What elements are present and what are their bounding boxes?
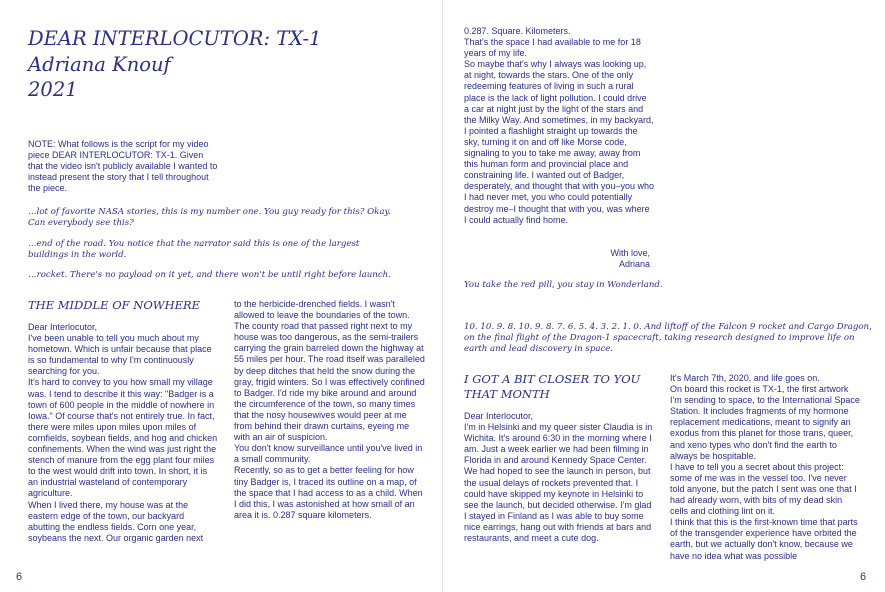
paragraph: to the herbicide-drenched fields. I wasn't allowed to leave the boundaries of the town. The county road that passed right next to my house was too dangerous, as the semi-trailers carrying the grain barreled down the highway at 55 miles per hour. The road itself was paralleled by deep ditches that held the snow during the gray, frigid winters. So I was effectively confined to Badger. I'd ride my bike around and around the circumference of the town, so many times that the nosy housewives would peer at me from behind their drawn curtains, eyeing me with an air of suspicion.: [234, 299, 425, 443]
paragraph: You don't know surveillance until you've lived in a small community.: [234, 443, 423, 465]
paragraph: That's the space I had available to me for 18 years of my life.: [464, 37, 641, 59]
right-column-2: [670, 373, 860, 562]
year-line: 2021: [28, 78, 78, 101]
right-column-1: [464, 411, 654, 544]
quote-liftoff: 10. 10. 9. 8. 10. 9. 8. 7. 6. 5. 4. 3. 2. 1. 0. And liftoff of the Falcon 9 rocket and Cargo Dragon, on the final flight of the Dragon-1 spacecraft, taking research designed to improve life on earth and lead discovery in space.: [464, 322, 872, 355]
paragraph: So maybe that's why I always was looking up, at night, towards the stars. One of the only redeeming features of living in such a rural place is the lack of light pollution. I could drive a car at night just by the light of the stars and the Milky Way. And sometimes, in my backyard, I pointed a flashlight straight up towards the sky, turning it on and off like Morse code, signaling to you to take me away, away from this human form and provincial place and constraining life. I wanted out of Badger, desperately, and thought that with you–you who I had never met, you who could potentially destroy me–I thought that with you, was where I could actually find home.: [464, 59, 654, 225]
paragraph: I'm in Helsinki and my queer sister Claudia is in Wichita. It's around 6:30 in the morning where I am. Just a week earlier we had been filming in Florida in and around Kennedy Space Center. We had hoped to see the launch in person, but the usual delays of rockets prevented that. I could have skipped my keynote in Helsinki to see the launch, but decided otherwise. I'm glad I stayed in Finland as I was able to buy some nice earrings, hang out with friends at bars and restaurants, and meet a cute dog.: [464, 422, 653, 544]
paragraph: On board this rocket is TX-1, the first artwork I'm sending to space, to the International Space Station. It includes fragments of my hormone replacement medications, meant to signify an exodus from this planet for those trans, queer, and xeno types who don't find the earth to always be hospitable.: [670, 384, 860, 461]
paragraph: Recently, so as to get a better feeling for how tiny Badger is, I traced its outline on a map, of the space that I had access to as a child. When I did this, I was astonished at how small of an area it is. 0.287 square kilometers.: [234, 465, 423, 520]
intro-note: NOTE: What follows is the script for my video piece DEAR INTERLOCUTOR: TX-1. Given that the video isn't publicly available I wanted to instead present the story that I tell throughout the piece.: [28, 139, 218, 194]
quote-rocket-payload: …rocket. There's no payload on it yet, and there won't be until right before launch.: [28, 270, 391, 280]
paragraph: Dear Interlocutor,: [464, 411, 534, 421]
paragraph: It's March 7th, 2020, and life goes on.: [670, 373, 820, 383]
right-top-column: [464, 26, 654, 226]
article-title: [28, 26, 428, 103]
paragraph: When I lived there, my house was at the eastern edge of the town, our backyard abutting the endless fields. Corn one year, soybeans the next. Our organic garden next: [28, 499, 204, 543]
left-column-2: [234, 299, 426, 521]
author-line: Adriana Knouf: [28, 52, 171, 76]
paragraph: 0.287. Square. Kilometers.: [464, 26, 571, 36]
title-line: DEAR INTERLOCUTOR: TX-1: [28, 27, 322, 50]
paragraph: I have to tell you a secret about this project: some of me was in the vessel too. I've never told anyone, but the patch I sent was one that I had already worn, with bits of my dead skin cells and clothing lint on it.: [670, 461, 857, 517]
paragraph: Dear Interlocutor,: [28, 322, 98, 332]
signoff-line: With love,: [610, 248, 650, 258]
quote-end-of-road: …end of the road. You notice that the narrator said this is one of the largest buildings in the world.: [28, 239, 360, 261]
section-heading-closer-to-you: I GOT A BIT CLOSER TO YOU THAT MONTH: [464, 372, 641, 401]
page-number-left: 6: [16, 571, 23, 583]
section-heading-middle-of-nowhere: THE MIDDLE OF NOWHERE: [28, 298, 201, 312]
left-page: [0, 0, 442, 592]
signoff-name: Adriana: [618, 259, 650, 270]
signoff: [560, 248, 650, 270]
paragraph: I think that this is the first-known time that parts of the transgender experience have orbited the earth, but we actually don't know, because we have no idea what was possible: [670, 517, 858, 561]
quote-red-pill: You take the red pill, you stay in Wonderland.: [464, 280, 663, 290]
page-gutter: [442, 0, 443, 592]
paragraph: I've been unable to tell you much about my hometown. Which is unfair because that place is so fundamental to why I'm continuously searching for you.: [28, 333, 212, 377]
quote-nasa-stories: …lot of favorite NASA stories, this is my number one. You guy ready for this? Okay. Can everybody see this?: [28, 207, 391, 229]
page-number-right: 6: [860, 571, 867, 583]
paragraph: It's hard to convey to you how small my village was. I tend to describe it this way: "Badger is a town of 600 people in the middle of nowhere in Iowa." Of course that's not entirely true. In fact, there were miles upon miles upon miles of cornfields, soybean fields, and hog and chicken confinements. When the wind was just right the stench of manure from the egg plant four miles to the west would drift into town. In short, it is an industrial wasteland of contemporary agriculture.: [28, 377, 218, 499]
left-column-1: [28, 322, 218, 544]
